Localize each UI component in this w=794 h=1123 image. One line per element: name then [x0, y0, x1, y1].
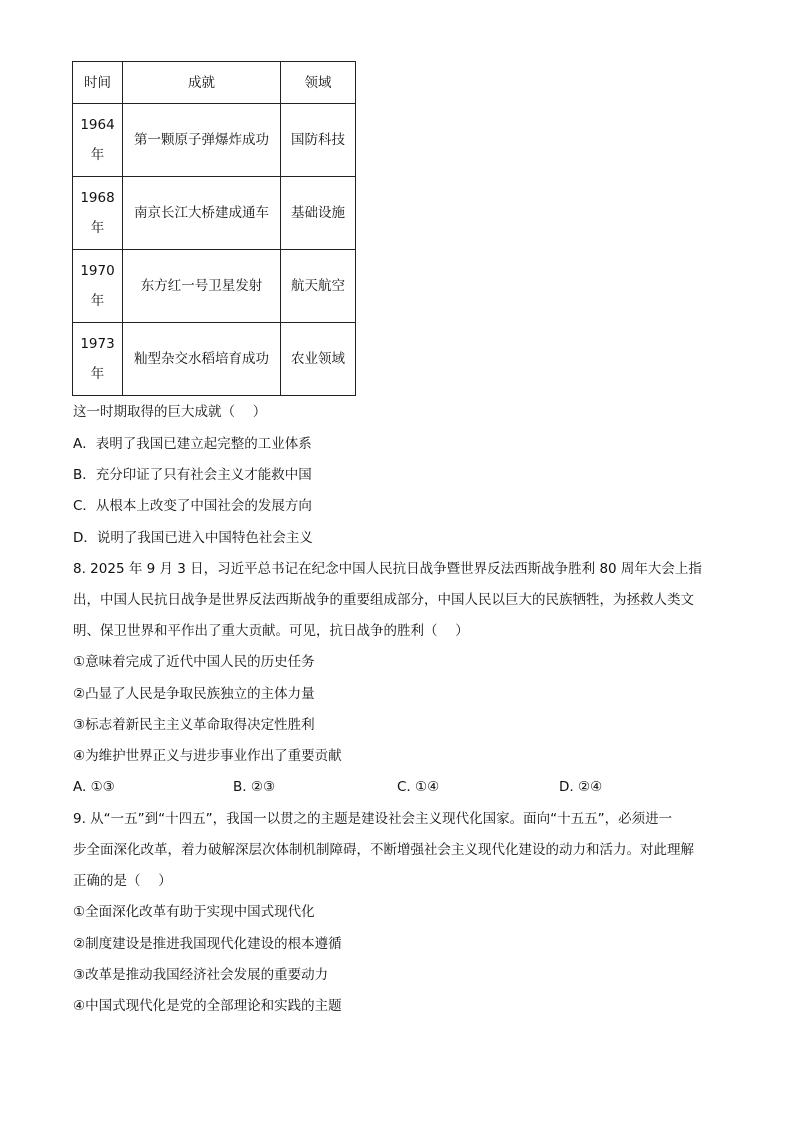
table-row — [73, 323, 356, 396]
q8-choice-a: A. ①③ — [73, 779, 115, 795]
header-field: 领域 — [281, 62, 356, 104]
cell-time — [73, 250, 123, 323]
table-header-row — [73, 62, 356, 104]
q9-item-2: ②制度建设是推进我国现代化建设的根本遵循 — [73, 936, 342, 952]
q8-stem-line: 8. 2025 年 9 月 3 日，习近平总书记在纪念中国人民抗日战争暨世界反法西斯战争胜利 80 周年大会上指 — [73, 561, 702, 577]
cell-achievement: 南京长江大桥建成通车 — [123, 177, 281, 250]
cell-year: 1968 — [80, 190, 115, 206]
q9-item-1: ①全面深化改革有助于实现中国式现代化 — [73, 904, 315, 920]
cell-year-unit: 年 — [90, 220, 105, 236]
q9-stem-line: 9. 从“一五”到“十四五”，我国一以贯之的主题是建设社会主义现代化国家。面向“十五五”，必须进一 — [73, 811, 673, 827]
achievements-table — [72, 61, 356, 396]
cell-achievement: 东方红一号卫星发射 — [123, 250, 281, 323]
q8-item-2: ②凸显了人民是争取民族独立的主体力量 — [73, 686, 315, 702]
q8-item-3: ③标志着新民主主义革命取得决定性胜利 — [73, 717, 315, 733]
cell-time — [73, 177, 123, 250]
q8-choices — [73, 777, 713, 797]
cell-achievement: 第一颗原子弹爆炸成功 — [123, 104, 281, 177]
q7-option-d: D．说明了我国已进入中国特色社会主义 — [73, 530, 313, 546]
header-achievement: 成就 — [123, 62, 281, 104]
q8-choice-d: D. ②④ — [559, 779, 603, 795]
q7-option-a: A．表明了我国已建立起完整的工业体系 — [73, 436, 312, 452]
cell-time — [73, 323, 123, 396]
q7-stem: 这一时期取得的巨大成就（ ） — [73, 404, 267, 420]
cell-year-unit: 年 — [90, 366, 105, 382]
cell-field: 农业领域 — [281, 323, 356, 396]
cell-time — [73, 104, 123, 177]
q7-option-c: C．从根本上改变了中国社会的发展方向 — [73, 498, 312, 514]
q8-choice-c: C. ①④ — [397, 779, 440, 795]
cell-year-unit: 年 — [90, 293, 105, 309]
q9-stem-line: 正确的是（ ） — [73, 873, 172, 889]
cell-year-unit: 年 — [90, 147, 105, 163]
q8-item-4: ④为维护世界正义与进步事业作出了重要贡献 — [73, 748, 342, 764]
q8-stem-line: 出，中国人民抗日战争是世界反法西斯战争的重要组成部分，中国人民以巨大的民族牺牲，为拯救人类文 — [73, 592, 694, 608]
q9-item-4: ④中国式现代化是党的全部理论和实践的主题 — [73, 998, 342, 1014]
q8-choice-b: B. ②③ — [233, 779, 276, 795]
cell-achievement: 籼型杂交水稻培育成功 — [123, 323, 281, 396]
q9-stem-line: 步全面深化改革，着力破解深层次体制机制障碍，不断增强社会主义现代化建设的动力和活力。对此理解 — [73, 842, 694, 858]
cell-year: 1964 — [80, 117, 115, 133]
cell-field: 国防科技 — [281, 104, 356, 177]
cell-year: 1973 — [80, 336, 115, 352]
cell-year: 1970 — [80, 263, 115, 279]
table-row — [73, 250, 356, 323]
q8-item-1: ①意味着完成了近代中国人民的历史任务 — [73, 654, 315, 670]
header-time: 时间 — [73, 62, 123, 104]
table-row — [73, 104, 356, 177]
cell-field: 基础设施 — [281, 177, 356, 250]
cell-field: 航天航空 — [281, 250, 356, 323]
q7-option-b: B．充分印证了只有社会主义才能救中国 — [73, 467, 312, 483]
table-row — [73, 177, 356, 250]
q8-stem-line: 明、保卫世界和平作出了重大贡献。可见，抗日战争的胜利（ ） — [73, 623, 469, 639]
q9-item-3: ③改革是推动我国经济社会发展的重要动力 — [73, 967, 329, 983]
